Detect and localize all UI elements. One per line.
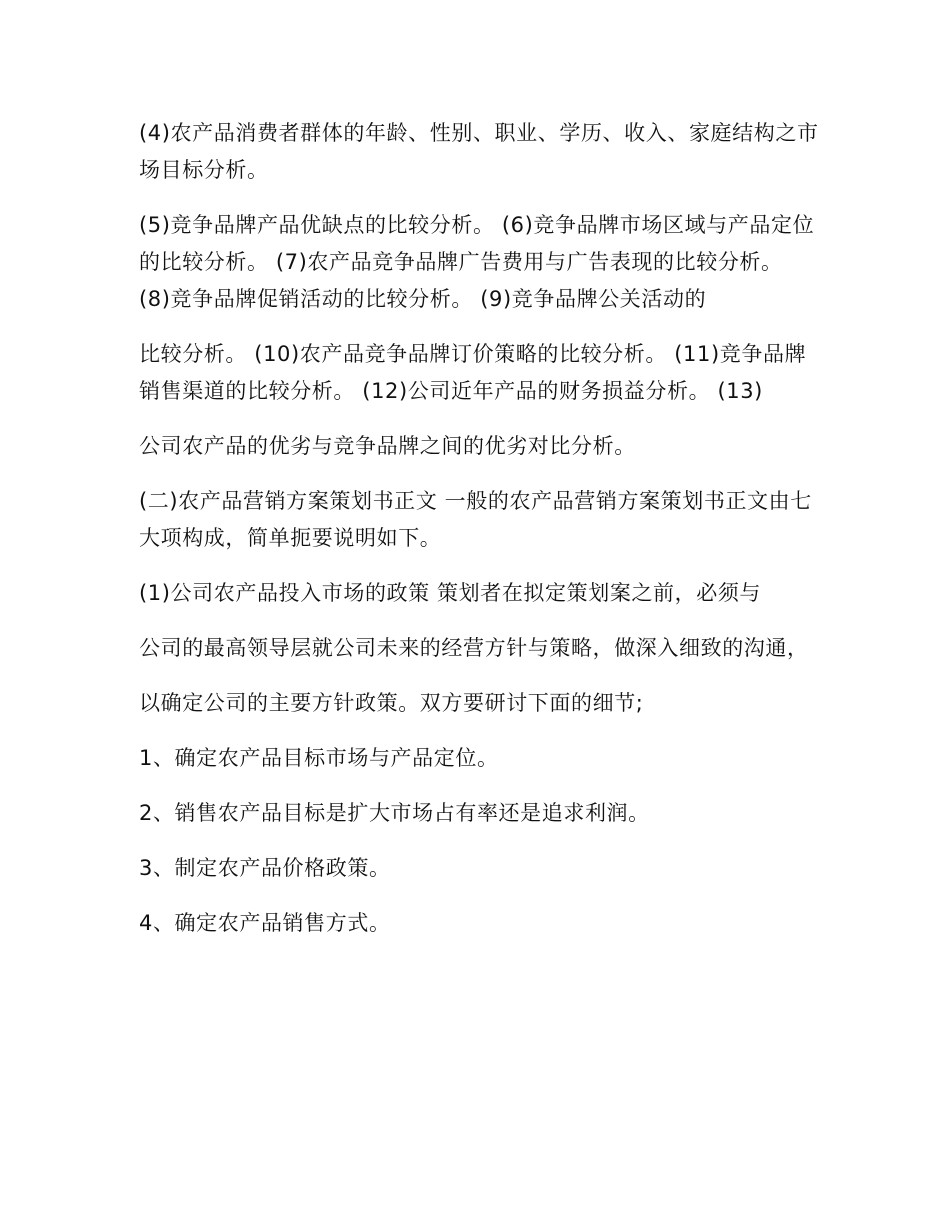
list-item: 1、确定农产品目标市场与产品定位。 [139,746,499,770]
paragraph-market-policy: (1)公司农产品投入市场的政策 策划者在拟定策划案之前，必须与 [139,581,762,605]
paragraph-leadership-communication: 公司的最高领导层就公司未来的经营方针与策略，做深入细致的沟通， [139,636,809,660]
list-item: 2、销售农产品目标是扩大市场占有率还是追求利润。 [139,801,650,825]
paragraph-policy-details: 以确定公司的主要方针政策。双方要研讨下面的细节; [139,691,644,715]
list-item: 4、确定农产品销售方式。 [139,911,391,935]
paragraph-proposal-body: (二)农产品营销方案策划书正文 一般的农产品营销方案策划书正文由七大项构成，简单扼要说明如下。 [139,489,812,550]
paragraph-competitor-comparison: (5)竞争品牌产品优缺点的比较分析。 (6)竞争品牌市场区域与产品定位的比较分析。 (7)农产品竞争品牌广告费用与广告表现的比较分析。 (8)竞争品牌促销活动的比较分析。 (9)竞争品牌公关活动的 [139,213,815,311]
paragraph-consumer-analysis: (4)农产品消费者群体的年龄、性别、职业、学历、收入、家庭结构之市场目标分析。 [139,121,819,182]
document-body [139,115,819,960]
paragraph-comparison-continued: 比较分析。 (10)农产品竞争品牌订价策略的比较分析。 (11)竞争品牌销售渠道的比较分析。 (12)公司近年产品的财务损益分析。 (13) [139,342,807,403]
paragraph-strengths-weaknesses: 公司农产品的优劣与竞争品牌之间的优劣对比分析。 [139,434,636,458]
list-item: 3、制定农产品价格政策。 [139,856,391,880]
